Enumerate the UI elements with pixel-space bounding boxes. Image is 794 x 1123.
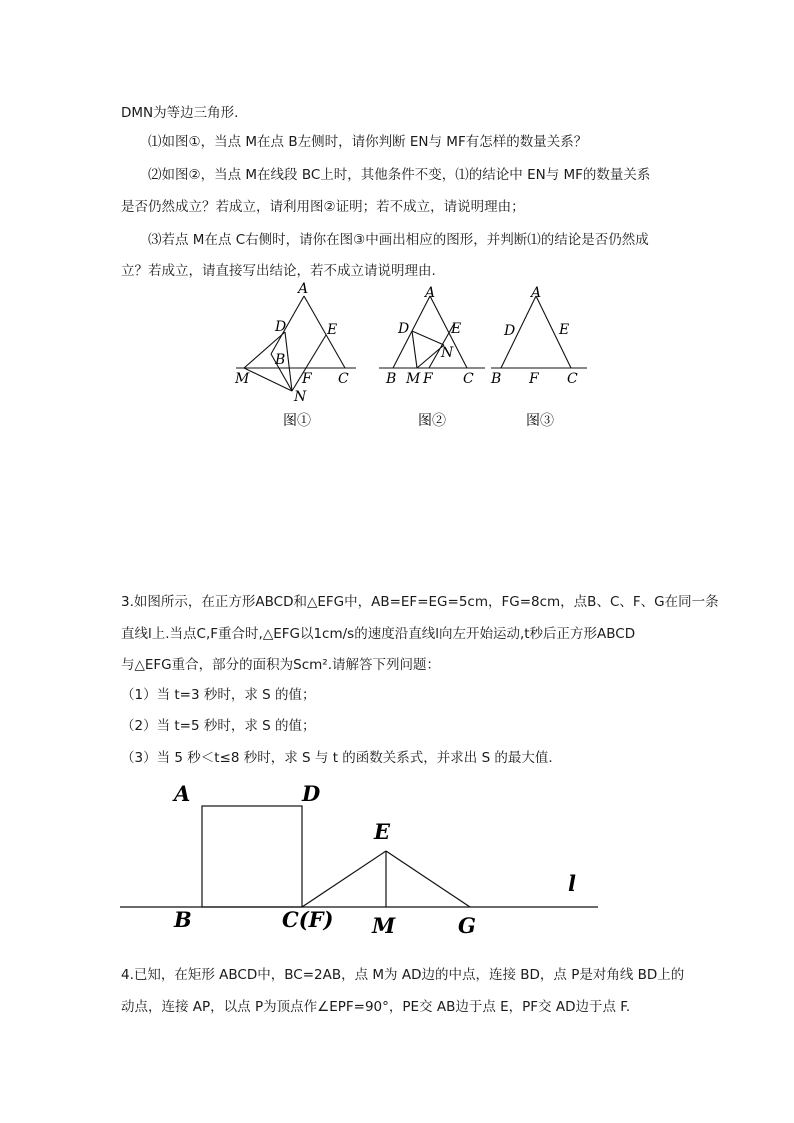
problem3-question3: （3）当 5 秒＜t≤8 秒时，求 S 与 t 的函数关系式，并求出 S 的最大值.: [121, 750, 553, 766]
figure3-label-d: D: [504, 323, 516, 339]
figure3-label-a: A: [531, 285, 542, 301]
figure1-label-m: M: [235, 371, 250, 387]
problem2-question2-line2: 是否仍然成立？若成立，请利用图②证明；若不成立，请说明理由；: [121, 199, 525, 215]
problem3-text-line2: 直线l上.当点C,F重合时,△EFG以1cm/s的速度沿直线l向左开始运动,t秒后正方形ABCD: [121, 626, 636, 642]
figure1-label-b: B: [275, 352, 286, 368]
figure2-label-c: C: [463, 371, 474, 387]
problem2-text-line0: DMN为等边三角形.: [121, 105, 239, 121]
problem3-text-line3: 与△EFG重合，部分的面积为Scm².请解答下列问题：: [121, 657, 440, 673]
problem3-label-d: D: [302, 781, 321, 806]
problem3-text-line1: 3.如图所示，在正方形ABCD和△EFG中，AB=EF=EG=5cm，FG=8cm，点B、C、F、G在同一条: [121, 594, 719, 610]
figure3-caption: 图③: [526, 413, 554, 429]
figure1-caption: 图①: [283, 413, 311, 429]
figure2-label-d: D: [398, 321, 410, 337]
figure3-label-b: B: [491, 371, 502, 387]
figure1-label-c: C: [338, 371, 349, 387]
figure1-label-n: N: [294, 389, 307, 405]
figure3-label-e: E: [559, 322, 570, 338]
problem3-figure: [110, 775, 610, 945]
problem4-text-line1: 4.已知，在矩形 ABCD中，BC=2AB，点 M为 AD边的中点，连接 BD，点 P是对角线 BD上的: [121, 967, 685, 983]
problem3-label-b: B: [174, 907, 192, 932]
figure1-label-e: E: [327, 322, 338, 338]
problem3-label-cf: C(F): [282, 907, 334, 932]
figure2-label-a: A: [425, 285, 436, 301]
problem3-question2: （2）当 t=5 秒时，求 S 的值；: [121, 718, 316, 734]
figure2-label-e: E: [451, 321, 462, 337]
problem3-question1: （1）当 t=3 秒时，求 S 的值；: [121, 687, 316, 703]
problem3-label-l: l: [568, 871, 576, 896]
problem3-label-m: M: [372, 913, 396, 938]
figure1-label-f: F: [302, 371, 312, 387]
problem4-text-line2: 动点，连接 AP，以点 P为顶点作∠EPF=90°，PE交 AB边于点 E，PF交 AD边于点 F.: [121, 999, 631, 1015]
figure2-caption: 图②: [418, 413, 446, 429]
problem2-question3-line2: 立？若成立，请直接写出结论，若不成立请说明理由.: [121, 263, 436, 279]
problem2-question2-line1: ⑵如图②，当点 M在线段 BC上时，其他条件不变，⑴的结论中 EN与 MF的数量关系: [148, 167, 651, 183]
figure2-label-f: F: [423, 371, 433, 387]
figure-3-diagram: [487, 280, 592, 430]
problem2-question3-line1: ⑶若点 M在点 C右侧时，请你在图③中画出相应的图形，并判断⑴的结论是否仍然成: [148, 232, 649, 248]
figure2-label-m: M: [406, 371, 421, 387]
figure3-label-c: C: [567, 371, 578, 387]
figure2-label-n: N: [441, 345, 454, 361]
figure1-label-a: A: [298, 281, 309, 297]
problem3-label-a: A: [174, 781, 191, 806]
figure-1-diagram: [230, 280, 360, 430]
figure-2-diagram: [375, 280, 490, 430]
figure2-label-b: B: [386, 371, 397, 387]
problem3-label-e: E: [374, 819, 391, 844]
problem2-question1: ⑴如图①，当点 M在点 B左侧时，请你判断 EN与 MF有怎样的数量关系？: [148, 134, 588, 150]
problem3-label-g: G: [458, 913, 476, 938]
figure1-label-d: D: [275, 319, 287, 335]
figure3-label-f: F: [529, 371, 539, 387]
